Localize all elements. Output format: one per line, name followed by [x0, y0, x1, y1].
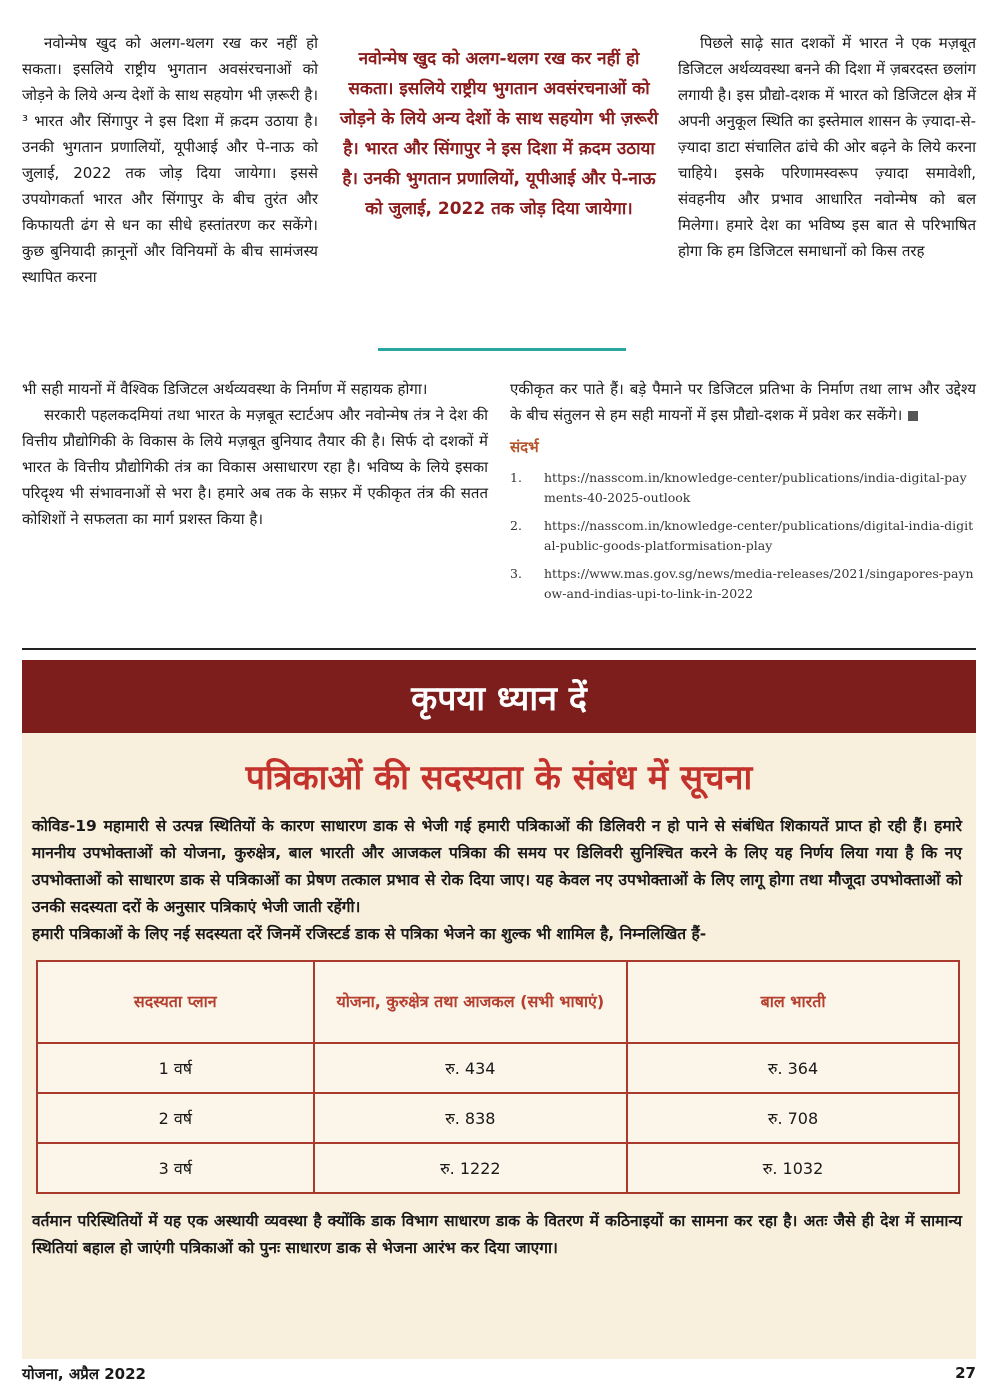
reference-number: 2.: [510, 518, 522, 533]
table-cell-price: रु. 838: [314, 1093, 627, 1143]
table-row: [37, 1143, 959, 1193]
notice-rates-intro: हमारी पत्रिकाओं के लिए नई सदस्यता दरें जिनमें रजिस्टर्ड डाक से पत्रिका भेजने का शुल्क भी शामिल है, निम्नलिखित हैं-: [32, 925, 707, 943]
table-cell-price: रु. 434: [314, 1043, 627, 1093]
article-paragraph: पिछले साढ़े सात दशकों में भारत ने एक मज़बूत डिजिटल अर्थव्यवस्था बनने की दिशा में ज़बरदस्त छलांग लगायी है। इस प्रौद्यो-दशक में भारत को डिजिटल क्षेत्र में अपनी अनुकूल स्थिति का इस्तेमाल शासन के ज़्यादा-से-ज़्यादा डाटा संचालित ढांचे की ओर बढ़ने के लिये करना चाहिये। इसके परिणामस्वरूप ज़्यादा समावेशी, संवहनीय और प्रभाव आधारित नवोन्मेष को बल मिलेगा। हमारे देश का भविष्य इस बात से परिभाषित होगा कि हम डिजिटल समाधानों को किस तरह: [678, 34, 976, 260]
notice-footer-text: वर्तमान परिस्थितियों में यह एक अस्थायी व्यवस्था है क्योंकि डाक विभाग साधारण डाक के वितरण में कठिनाइयों का सामना कर रहा है। अतः जैसे ही देश में सामान्य स्थितियां बहाल हो जाएंगी पत्रिकाओं को पुनः साधारण डाक से भेजना आरंभ कर दिया जाएगा।: [32, 1212, 962, 1257]
article-closing-text: एकीकृत कर पाते हैं। बड़े पैमाने पर डिजिटल प्रतिभा के निर्माण तथा लाभ और उद्देश्य के बीच संतुलन से हम सही मायनों में इस प्रौद्यो-दशक में प्रवेश कर सकेंगे।: [510, 380, 976, 424]
article-paragraph: सरकारी पहलकदमियां तथा भारत के मज़बूत स्टार्टअप और नवोन्मेष तंत्र ने देश की वित्तीय प्रौद्योगिकी के विकास के लिये मज़बूत बुनियाद तैयार की है। सिर्फ दो दशकों में भारत के वित्तीय प्रौद्योगिकी तंत्र का विकास असाधारण रहा है। भविष्य के लिये इसका परिदृश्य भी संभावनाओं से भरा है। हमारे अब तक के सफ़र में एकीकृत तंत्र की सतत कोशिशों ने सफलता का मार्ग प्रशस्त किया है।: [22, 406, 488, 528]
article-lower-left: [22, 376, 488, 532]
end-mark-icon: [908, 411, 918, 421]
subscription-rates-table: [36, 960, 960, 1194]
table-cell-price: रु. 1032: [627, 1143, 959, 1193]
reference-link[interactable]: https://nasscom.in/knowledge-center/publications/digital-india-digital-public-goods-platformisation-play: [544, 518, 974, 553]
notice-body: [32, 813, 962, 948]
references-list: [510, 468, 976, 604]
pull-quote-rule: [378, 348, 626, 351]
reference-number: 3.: [510, 566, 522, 581]
article-right-column: [678, 30, 976, 264]
page-number: 27: [955, 1364, 976, 1382]
table-cell-price: रु. 1222: [314, 1143, 627, 1193]
article-paragraph-continuation: [510, 376, 976, 428]
table-header-plan: सदस्यता प्लान: [37, 961, 314, 1043]
notice-header: [22, 660, 976, 733]
reference-item: [510, 564, 976, 604]
notice-paragraph: कोविड-19 महामारी से उत्पन्न स्थितियों के कारण साधारण डाक से भेजी गई हमारी पत्रिकाओं की डिलिवरी न हो पाने से संबंधित शिकायतें प्राप्त हो रही हैं। हमारे माननीय उपभोक्ताओं को योजना, कुरुक्षेत्र, बाल भारती और आजकल पत्रिका की समय पर डिलिवरी सुनिश्चित करने के लिए यह निर्णय लिया गया है कि नए उपभोक्ताओं को साधारण डाक से पत्रिकाओं का प्रेषण तत्काल प्रभाव से रोक दिया जाए। यह केवल नए उपभोक्ताओं के लिए लागू होगा तथा मौजूदा उपभोक्ताओं को उनकी सदस्यता दरों के अनुसार पत्रिकाएं भेजी जाती रहेंगी।: [32, 817, 962, 916]
article-lower-right: [510, 376, 976, 604]
table-cell-price: रु. 364: [627, 1043, 959, 1093]
article-paragraph-continuation: भी सही मायनों में वैश्विक डिजिटल अर्थव्यवस्था के निर्माण में सहायक होगा।: [22, 380, 428, 398]
reference-item: [510, 516, 976, 556]
article-left-column: [22, 30, 318, 290]
reference-number: 1.: [510, 470, 522, 485]
table-cell-plan: 1 वर्ष: [37, 1043, 314, 1093]
reference-item: [510, 468, 976, 508]
section-divider: [22, 648, 976, 650]
notice-title: कृपया ध्यान दें: [411, 678, 587, 719]
notice-box: [22, 660, 976, 1359]
publication-name: योजना, अप्रैल 2022: [22, 1365, 146, 1383]
table-cell-plan: 2 वर्ष: [37, 1093, 314, 1143]
reference-link[interactable]: https://www.mas.gov.sg/news/media-releases/2021/singapores-paynow-and-indias-upi-to-link-in-2022: [544, 566, 974, 601]
references-heading: संदर्भ: [510, 438, 539, 456]
table-row: [37, 1093, 959, 1143]
pull-quote: नवोन्मेष खुद को अलग-थलग रख कर नहीं हो सकता। इसलिये राष्ट्रीय भुगतान अवसंरचनाओं को जोड़ने के लिये अन्य देशों के साथ सहयोग भी ज़रूरी है। भारत और सिंगापुर ने इस दिशा में क़दम उठाया है। उनकी भुगतान प्रणालियों, यूपीआई और पे-नाऊ को जुलाई, 2022 तक जोड़ दिया जायेगा।: [339, 49, 659, 219]
article-paragraph: नवोन्मेष खुद को अलग-थलग रख कर नहीं हो सकता। इसलिये राष्ट्रीय भुगतान अवसंरचनाओं को जोड़ने के लिये अन्य देशों के साथ सहयोग भी ज़रूरी है।³ भारत और सिंगापुर ने इस दिशा में क़दम उठाया है। उनकी भुगतान प्रणालियों, यूपीआई और पे-नाऊ को जुलाई, 2022 तक जोड़ दिया जायेगा। इससे उपयोगकर्ता भारत और सिंगापुर के बीच तुरंत और किफायती ढंग से धन का सीधे हस्तांतरण कर सकेंगे। कुछ बुनियादी क़ानूनों और विनियमों के बीच सामंजस्य स्थापित करना: [22, 34, 318, 286]
table-cell-price: रु. 708: [627, 1093, 959, 1143]
page-footer: [22, 1364, 976, 1384]
table-row: [37, 1043, 959, 1093]
table-header-row: [37, 961, 959, 1043]
table-header-yojana: योजना, कुरुक्षेत्र तथा आजकल (सभी भाषाएं): [314, 961, 627, 1043]
notice-subtitle: पत्रिकाओं की सदस्यता के संबंध में सूचना: [245, 758, 753, 798]
reference-link[interactable]: https://nasscom.in/knowledge-center/publications/india-digital-payments-40-2025-outlook: [544, 470, 967, 505]
table-cell-plan: 3 वर्ष: [37, 1143, 314, 1193]
table-header-bal-bharati: बाल भारती: [627, 961, 959, 1043]
